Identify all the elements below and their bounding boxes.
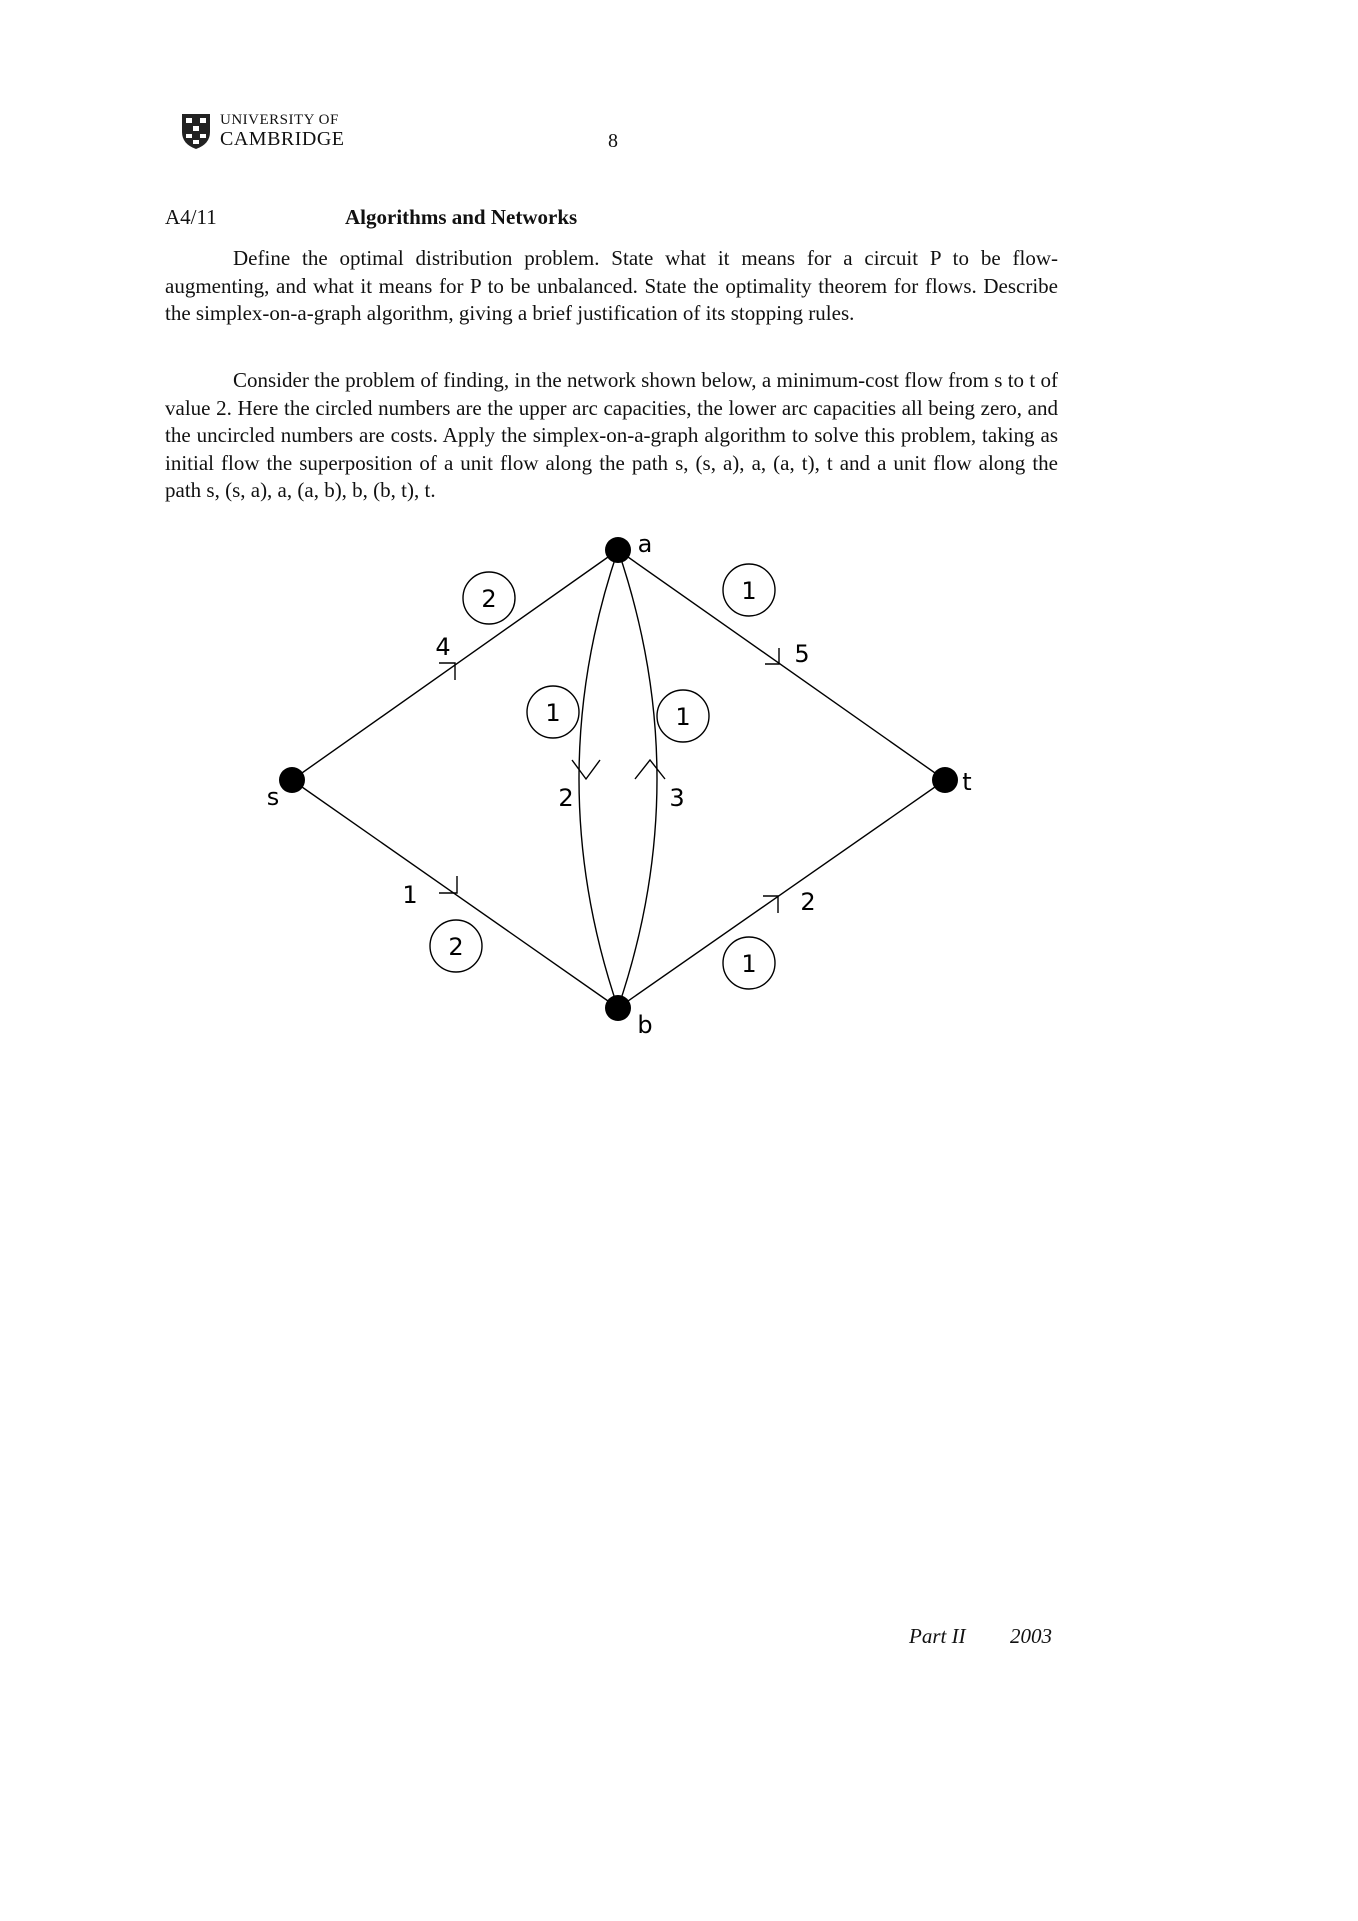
node-label-b: b xyxy=(637,1011,653,1039)
node-s xyxy=(279,767,305,793)
edge-b-t xyxy=(618,780,945,1008)
edge-s-b xyxy=(292,780,618,1008)
cost-ba: 3 xyxy=(669,784,685,812)
cost-bt: 2 xyxy=(800,888,816,916)
page-number: 8 xyxy=(608,130,618,152)
cost-sa: 4 xyxy=(435,633,451,661)
capacity-sb: 2 xyxy=(448,933,464,961)
cost-sb: 1 xyxy=(402,881,418,909)
node-label-t: t xyxy=(962,768,972,796)
node-label-s: s xyxy=(266,783,280,811)
node-b xyxy=(605,995,631,1021)
capacity-at: 1 xyxy=(741,577,757,605)
capacity-ba: 1 xyxy=(675,703,691,731)
paragraph-1: Define the optimal distribution problem. State what it means for a circuit P to be flow-augmenting, and what it means for P to be unbalanced. State the optimality theorem for flows. Describe the simplex-on-a-graph algorithm, giving a brief justification of its stopping rules. xyxy=(165,246,1058,325)
paragraph-2: Consider the problem of finding, in the network shown below, a minimum-cost flow from s to t of value 2. Here the circled numbers are the upper arc capacities, the lower arc capacities all being zero, and the uncircled numbers are costs. Apply the simplex-on-a-graph algorithm to solve this problem, taking as initial flow the superposition of a unit flow along the path s, (s, a), a, (a, t), t and a unit flow along the path s, (s, a), a, (a, b), b, (b, t), t. xyxy=(165,368,1058,502)
capacity-bt: 1 xyxy=(741,950,757,978)
question-id: A4/11 xyxy=(165,205,217,229)
arrow-a-b xyxy=(572,760,600,779)
cost-at: 5 xyxy=(794,640,810,668)
footer-year: 2003 xyxy=(1010,1624,1052,1648)
node-t xyxy=(932,767,958,793)
arrow-b-a xyxy=(635,760,665,779)
node-a xyxy=(605,537,631,563)
footer-part: Part II xyxy=(909,1624,966,1648)
logo-line-2: CAMBRIDGE xyxy=(220,128,345,150)
question-title: Algorithms and Networks xyxy=(345,205,578,229)
node-label-a: a xyxy=(637,530,653,558)
edge-b-a xyxy=(618,550,657,1008)
edge-a-b xyxy=(579,550,618,1008)
capacity-sa: 2 xyxy=(481,585,497,613)
logo-line-1: UNIVERSITY OF xyxy=(220,112,339,128)
capacity-ab: 1 xyxy=(545,699,561,727)
edge-a-t xyxy=(618,550,945,780)
cost-ab: 2 xyxy=(558,784,574,812)
